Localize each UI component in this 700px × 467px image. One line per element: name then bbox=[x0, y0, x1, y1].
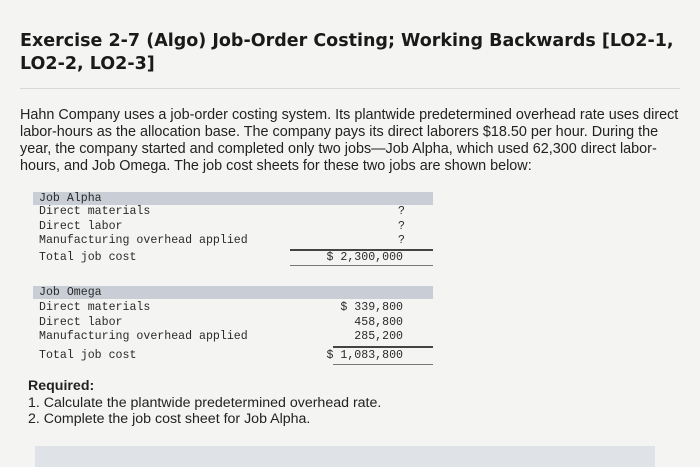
subtotal-rule bbox=[333, 346, 433, 348]
job-omega-total-row bbox=[33, 349, 433, 364]
row-value: $ 339,800 bbox=[340, 301, 403, 314]
row-value: 458,800 bbox=[354, 315, 403, 329]
required-label: Required: bbox=[28, 378, 95, 394]
job-omega-row bbox=[33, 316, 433, 331]
job-alpha-row bbox=[33, 205, 433, 220]
answer-tabs-bar[interactable] bbox=[35, 446, 655, 467]
total-label: Total job cost bbox=[39, 348, 137, 362]
job-alpha-cost-sheet bbox=[33, 192, 433, 265]
required-item: 2. Complete the job cost sheet for Job Alpha. bbox=[28, 411, 311, 427]
row-value: ? bbox=[398, 219, 405, 233]
job-omega-row bbox=[33, 330, 433, 345]
total-rule bbox=[290, 265, 433, 266]
job-alpha-title: Job Alpha bbox=[33, 192, 433, 205]
job-omega-title: Job Omega bbox=[33, 286, 433, 299]
row-label: Direct labor bbox=[39, 315, 123, 329]
row-label: Manufacturing overhead applied bbox=[39, 330, 248, 343]
required-section bbox=[28, 378, 628, 428]
row-label: Direct labor bbox=[39, 219, 123, 233]
required-item: 1. Calculate the plantwide predetermined overhead rate. bbox=[28, 394, 382, 411]
row-value: 285,200 bbox=[354, 330, 403, 343]
job-omega-cost-sheet bbox=[33, 286, 433, 363]
job-alpha-row bbox=[33, 220, 433, 235]
row-value: ? bbox=[398, 234, 405, 247]
total-label: Total job cost bbox=[39, 250, 137, 264]
intro-text: Hahn Company uses a job-order costing system. Its plantwide predetermined overhead rate uses direct labor-hours as the allocation base. The company pays its direct laborers $18.50 per hour. During the year, the company started and completed only two jobs—Job Alpha, which used 62,300 direct labor-hours, and Job Omega. The job cost sheets for these two jobs are shown below: bbox=[20, 107, 679, 174]
exercise-title: Exercise 2-7 (Algo) Job-Order Costing; Working Backwards [LO2-1, LO2-2, LO2-3] bbox=[20, 31, 674, 74]
row-label: Manufacturing overhead applied bbox=[39, 234, 248, 247]
title-divider bbox=[20, 88, 680, 89]
row-label: Direct materials bbox=[39, 301, 151, 314]
total-rule bbox=[333, 364, 433, 365]
job-alpha-total-row bbox=[33, 251, 433, 266]
total-value: $ 1,083,800 bbox=[326, 348, 403, 362]
row-label: Direct materials bbox=[39, 205, 151, 218]
row-value: ? bbox=[398, 205, 405, 218]
job-omega-row bbox=[33, 301, 433, 316]
total-value: $ 2,300,000 bbox=[326, 250, 403, 264]
job-alpha-row bbox=[33, 234, 433, 249]
